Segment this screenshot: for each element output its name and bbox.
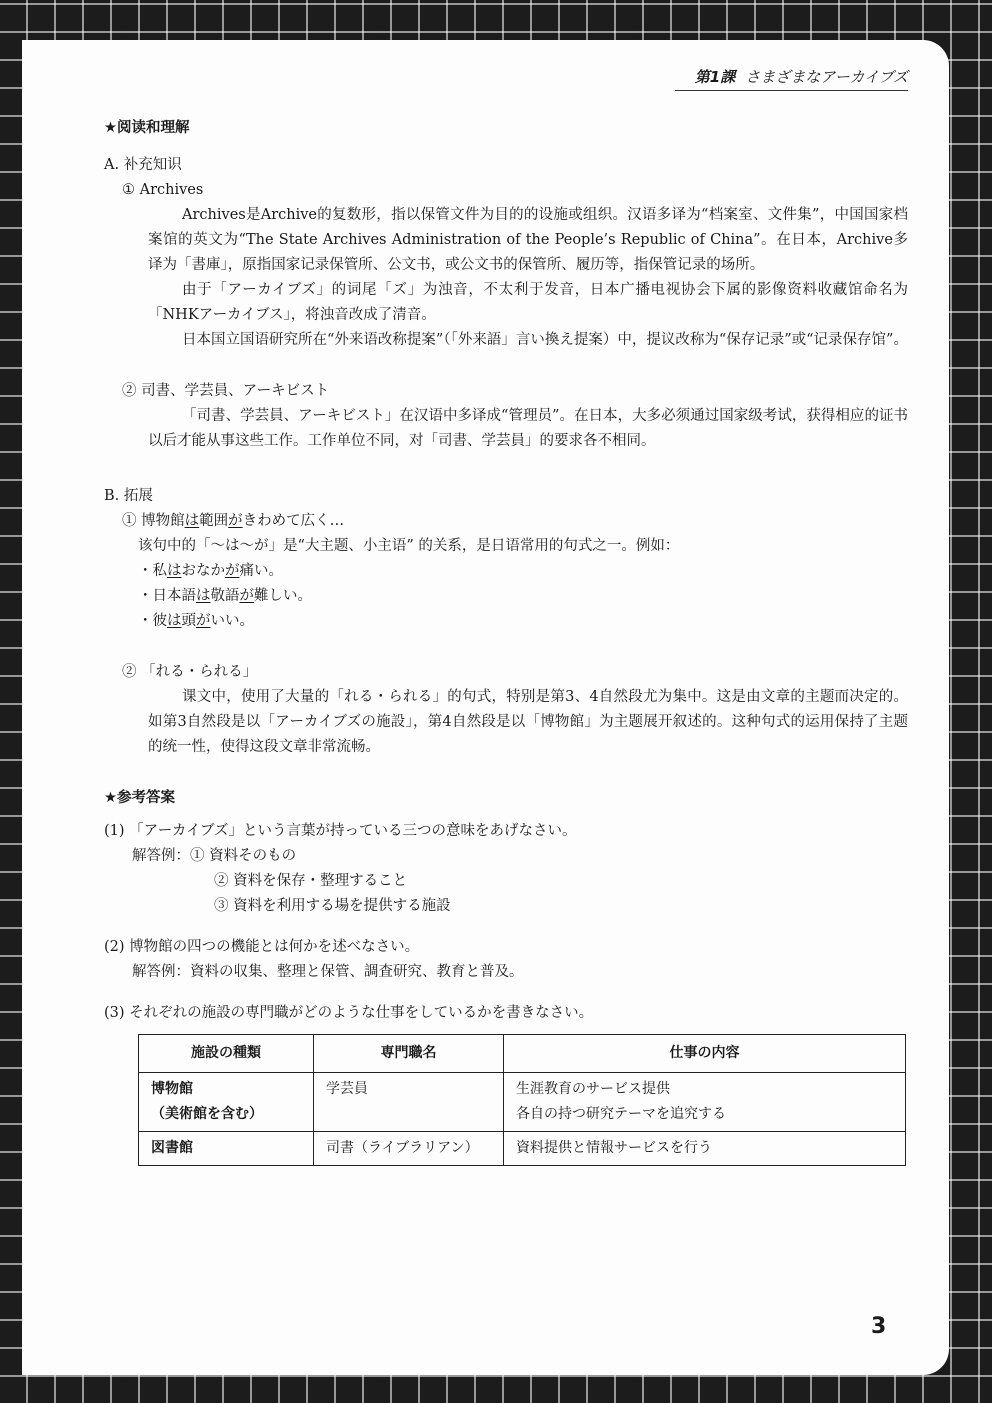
librarian-paragraph: 「司書、学芸員、アーキビスト」在汉语中多译成“管理员”。在日本，大多必须通过国家级考试，获得相应的证书以后才能从事这些工作。工作单位不同，对「司書、学芸員」的要求各不相同。 bbox=[148, 408, 908, 449]
lesson-number: 第1課 bbox=[694, 67, 736, 86]
table-cell-work: 生涯教育のサービス提供 各自の持つ研究テーマを追究する bbox=[504, 1073, 906, 1132]
column-header: 専門職名 bbox=[314, 1035, 504, 1073]
main-content bbox=[104, 116, 908, 1166]
question-3: (3) それぞれの施設の専門職がどのような仕事をしているかを書きなさい。 bbox=[104, 1005, 594, 1021]
column-header: 仕事の内容 bbox=[504, 1035, 906, 1073]
example-sentence: ・彼は頭がいい。 bbox=[138, 613, 254, 629]
question-2: (2) 博物館の四つの機能とは何かを述べなさい。 bbox=[104, 939, 420, 955]
question-1-answer-1: 解答例：① 資料そのもの bbox=[132, 848, 297, 864]
section-heading-reading: ★阅读和理解 bbox=[104, 120, 190, 136]
question-1: (1) 「アーカイブズ」という言葉が持っている三つの意味をあげなさい。 bbox=[104, 823, 577, 839]
part-a-title: A. 补充知识 bbox=[104, 157, 182, 173]
page-number: 3 bbox=[871, 1314, 887, 1339]
table-row bbox=[139, 1132, 906, 1166]
archives-paragraph-3: 日本国立国语研究所在“外来语改称提案”（「外来語」言い換え提案）中，提议改称为“保存记录”或“记录保存馆”。 bbox=[182, 332, 908, 348]
part-b-title: B. 拓展 bbox=[104, 488, 153, 504]
running-header bbox=[675, 62, 908, 91]
table-cell-work: 資料提供と情報サービスを行う bbox=[504, 1132, 906, 1166]
table-cell-job: 司書（ライブラリアン） bbox=[314, 1132, 504, 1166]
question-1-answer-3: ③ 資料を利用する場を提供する施設 bbox=[214, 898, 451, 914]
example-sentence: ・日本語は敬語が難しい。 bbox=[138, 588, 312, 604]
profession-table bbox=[138, 1034, 906, 1166]
lesson-title: さまざまなアーカイブズ bbox=[745, 67, 908, 86]
question-2-answer: 解答例：資料の収集、整理と保管、調査研究、教育と普及。 bbox=[132, 964, 524, 980]
item-wa-ga-title: ① 博物館は範囲がきわめて広く… bbox=[122, 513, 345, 529]
table-cell-facility: 図書館 bbox=[139, 1132, 314, 1166]
question-1-answer-2: ② 資料を保存・整理すること bbox=[214, 873, 408, 889]
wa-ga-explanation: 该句中的「～は～が」是“大主题、小主语” 的关系，是日语常用的句式之一。例如： bbox=[138, 538, 680, 554]
column-header: 施設の種類 bbox=[139, 1035, 314, 1073]
item-reru-rareru-title: ② 「れる・られる」 bbox=[122, 664, 258, 680]
reru-rareru-paragraph: 课文中，使用了大量的「れる・られる」的句式，特别是第3、4自然段尤为集中。这是由文章的主题而决定的。如第3自然段是以「アーカイブズの施設」，第4自然段是以「博物館」为主题展开叙述的。这种句式的运用保持了主题的统一性，使得这段文章非常流畅。 bbox=[148, 689, 908, 755]
item-archives-title: ① Archives bbox=[122, 182, 204, 198]
archives-paragraph-2: 由于「アーカイブズ」的词尾「ズ」为浊音，不太利于发音，日本广播电视协会下属的影像资料收藏馆命名为「NHKアーカイブス」，将浊音改成了清音。 bbox=[148, 282, 908, 323]
table-cell-facility: 博物館 （美術館を含む） bbox=[139, 1073, 314, 1132]
item-librarian-title: ② 司書、学芸員、アーキビスト bbox=[122, 383, 330, 399]
table-cell-job: 学芸員 bbox=[314, 1073, 504, 1132]
archives-paragraph-1: Archives是Archive的复数形，指以保管文件为目的的设施或组织。汉语多译为“档案室、文件集”，中国国家档案馆的英文为“The State Archives Administration of the People’s Republic of China”。在日本，Archive多译为「書庫」，原指国家记录保管所、公文书，或公文书的保管所、履历等，指保管记录的场所。 bbox=[148, 207, 908, 273]
table-row bbox=[139, 1073, 906, 1132]
example-sentence: ・私はおなかが痛い。 bbox=[138, 563, 283, 579]
table-header-row bbox=[139, 1035, 906, 1073]
section-heading-answers: ★参考答案 bbox=[104, 790, 175, 806]
